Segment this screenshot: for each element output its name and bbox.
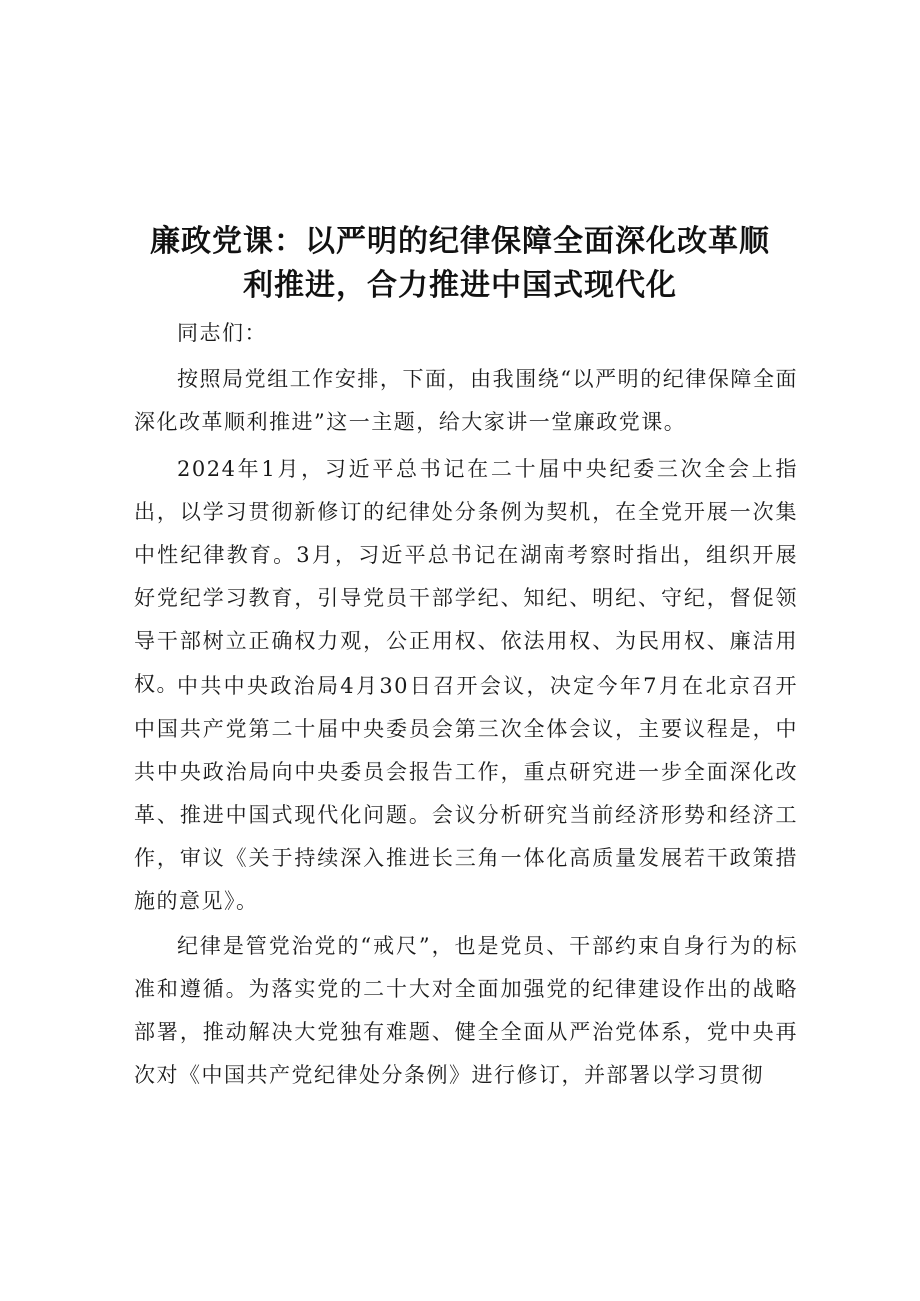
title-line-2: 利推进，合力推进中国式现代化 [243,268,677,303]
paragraph-1: 按照局党组工作安排，下面，由我围绕“以严明的纪律保障全面深化改革顺利推进”这一主题，给大家讲一堂廉政党课。 [134,367,798,434]
paragraph-3: 中共中央政治局4月30日召开会议，决定今年7月在北京召开中国共产党第二十届中央委员会第三次全体会议，主要议程是，中共中央政治局向中央委员会报告工作，重点研究进一步全面深化改革、推进中国式现代化问题。会议分析研究当前经济形势和经济工作，审议《关于持续深入推进长三角一体化高质量发展若干政策措施的意见》。 [134,674,798,913]
paragraph-4: 纪律是管党治党的“戒尺”，也是党员、干部约束自身行为的标准和遵循。为落实党的二十大对全面加强党的纪律建设作出的战略部署，推动解决大党独有难题、健全全面从严治党体系，党中央再次对《中国共产党纪律处分条例》进行修订，并部署以学习贯彻 [134,934,798,1087]
page-title [120,220,800,308]
title-line-1: 廉政党课：以严明的纪律保障全面深化改革顺 [150,224,770,259]
salutation: 同志们： [177,321,267,345]
paragraph-2: 2024年1月，习近平总书记在二十届中央纪委三次全会上指出，以学习贯彻新修订的纪律处分条例为契机，在全党开展一次集中性纪律教育。3月，习近平总书记在湖南考察时指出，组织开展好党纪学习教育，引导党员干部学纪、知纪、明纪、守纪，督促领导干部树立正确权力观，公正用权、依法用权、为民用权、廉洁用权。 [134,457,798,696]
